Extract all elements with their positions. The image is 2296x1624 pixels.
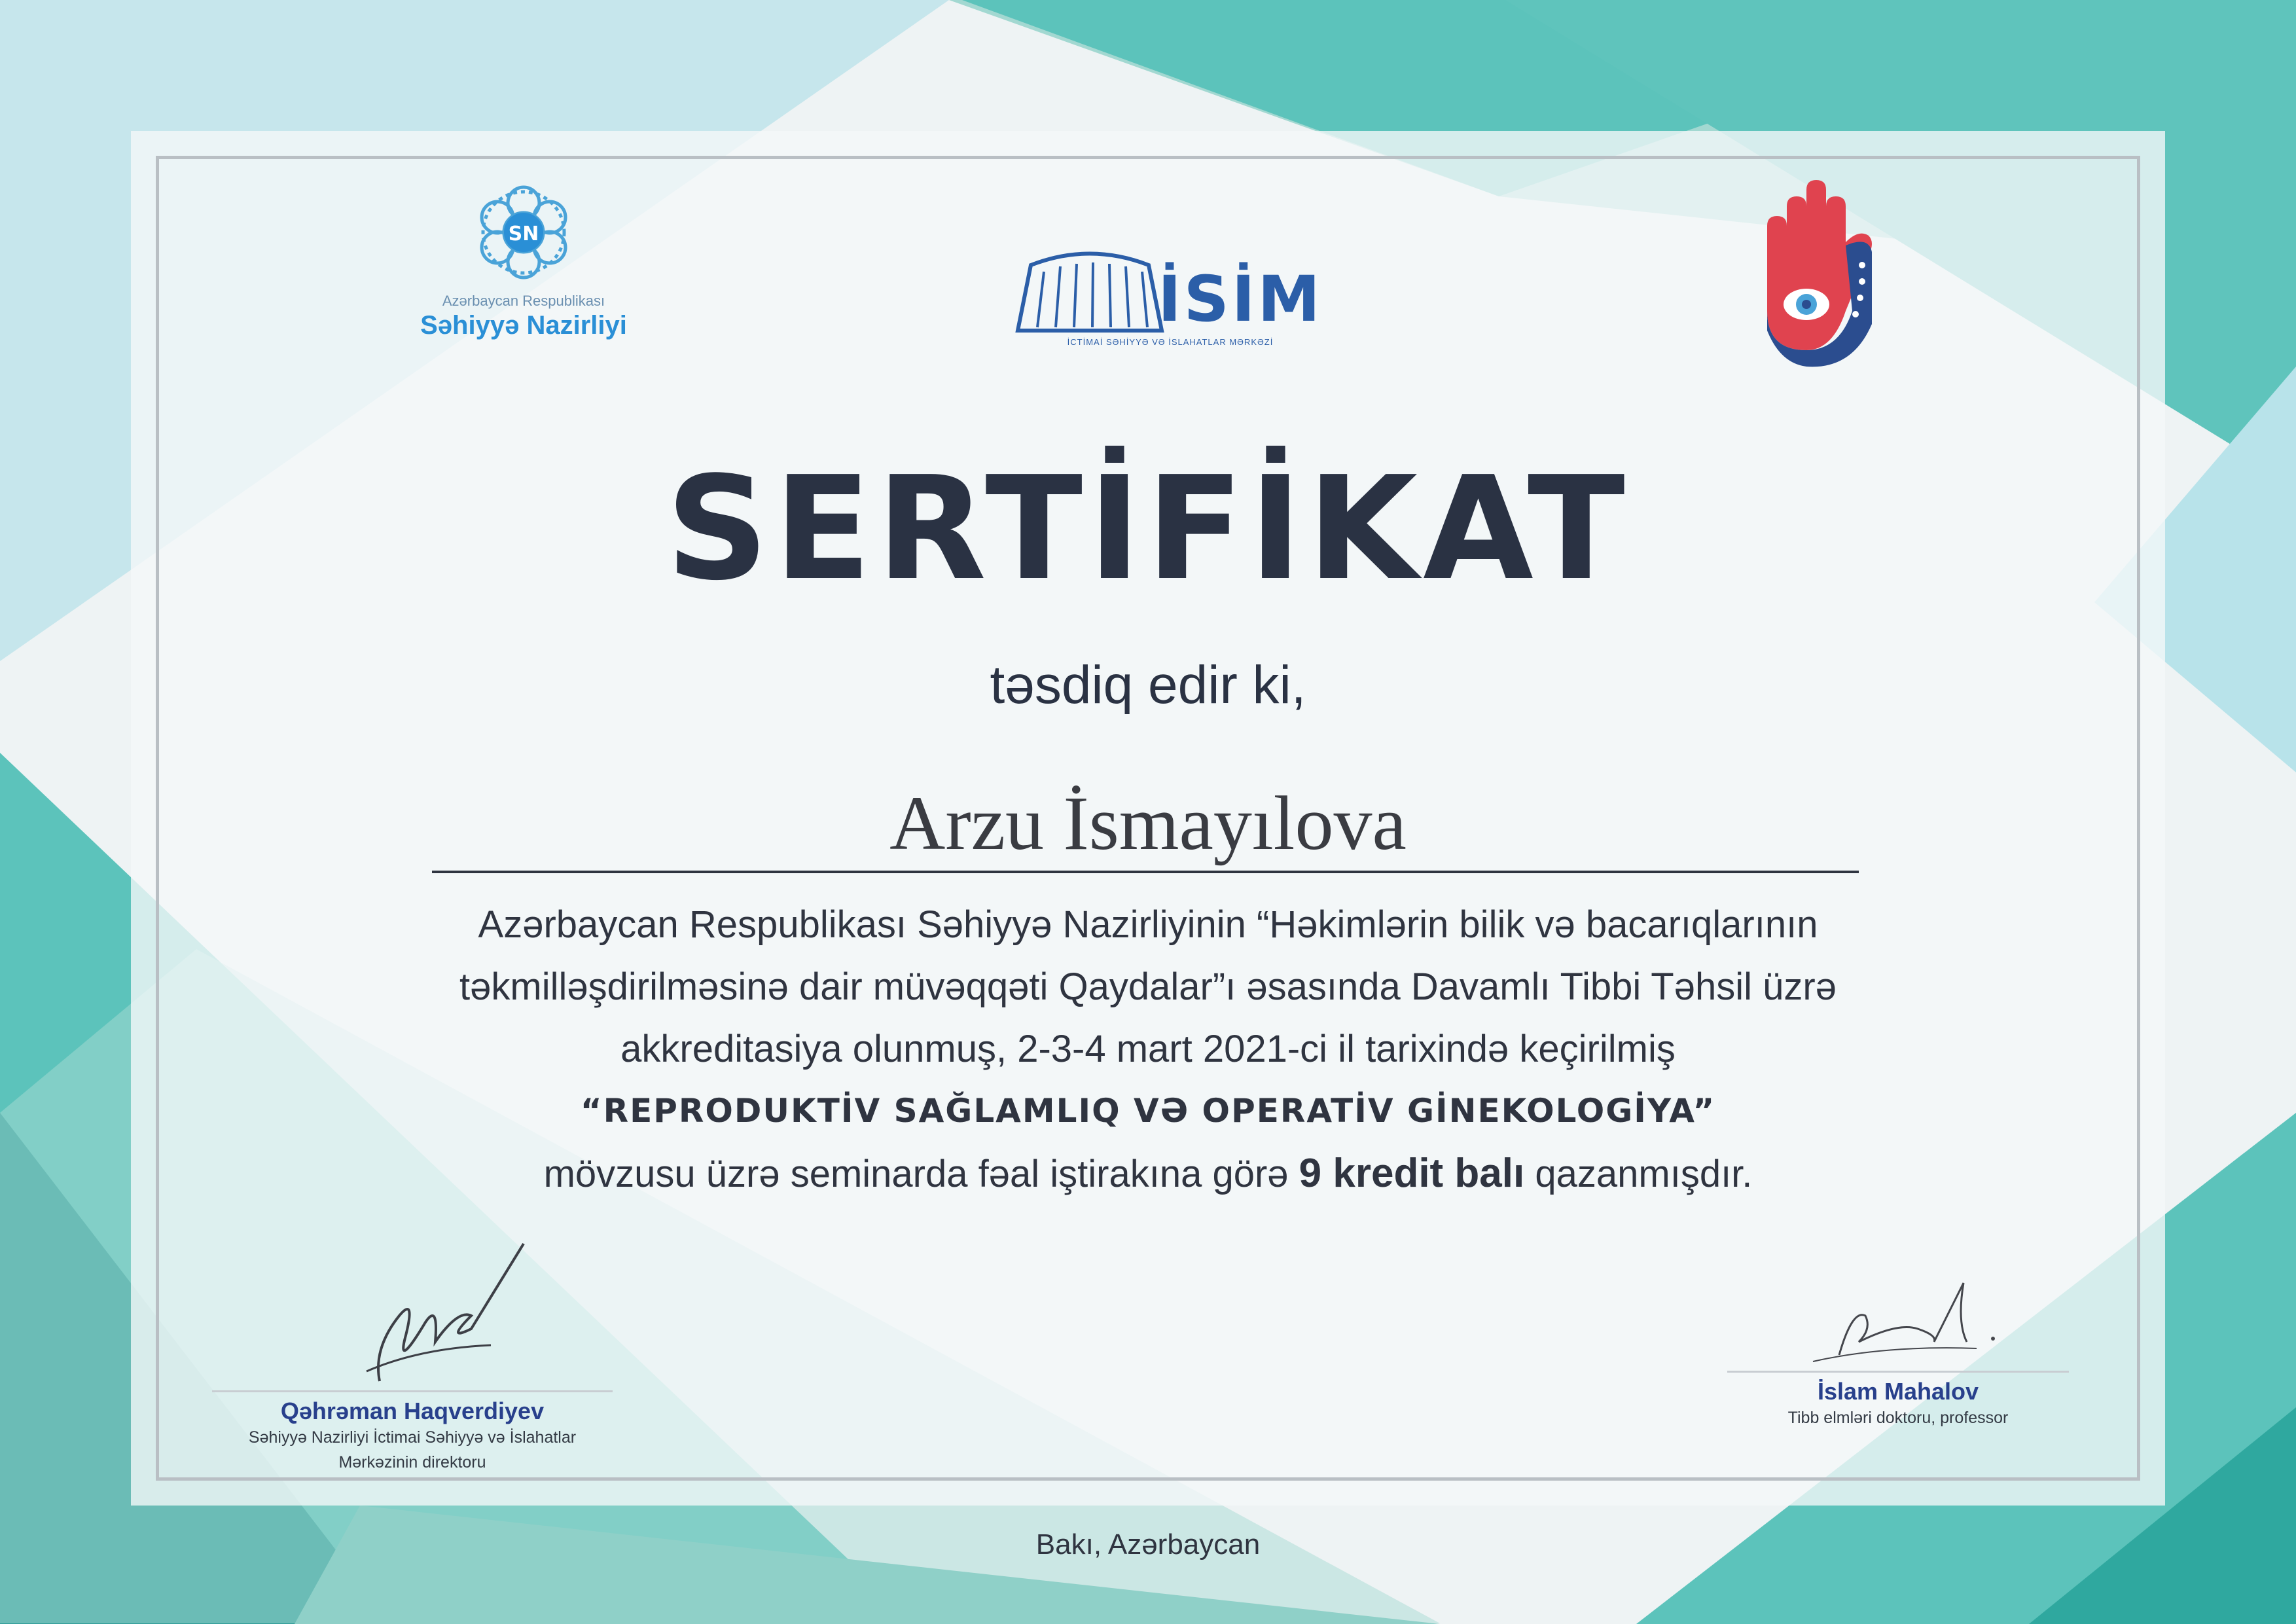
- signature-line-right: [1727, 1371, 2069, 1373]
- ministry-country-label: Azərbaycan Respublikası: [442, 293, 605, 309]
- signatory-left: [190, 1231, 635, 1475]
- isim-subtitle: İCTİMAİ SƏHİYYƏ VƏ İSLAHATLAR MƏRKƏZİ: [1067, 337, 1274, 347]
- seminar-topic: “REPRODUKTİV SAĞLAMLIQ VƏ OPERATİV GİNEKOLOGİYA”: [580, 1092, 1716, 1130]
- hand-eye-emblem-icon: [1754, 180, 1878, 376]
- certificate-subtitle: təsdiq edir ki,: [990, 655, 1306, 715]
- body-line-3: akkreditasiya olunmuş, 2-3-4 mart 2021-ci il tarixində keçirilmiş: [620, 1028, 1676, 1070]
- ministry-logo: [393, 173, 655, 357]
- signature-line-left: [212, 1390, 613, 1392]
- footer-location: Bakı, Azərbaycan: [1035, 1528, 1261, 1561]
- signature-right: [1767, 1270, 2029, 1368]
- signatory-left-role-1: Səhiyyə Nazirliyi İctimai Səhiyyə və İslahatlar: [248, 1428, 577, 1447]
- body-line-5-post: qazanmışdır.: [1535, 1153, 1753, 1195]
- emblem-text: SN: [508, 223, 539, 245]
- body-line-5: [262, 1142, 2034, 1205]
- name-underline: [432, 871, 1859, 873]
- signatory-right: [1708, 1270, 2088, 1430]
- body-line-2: təkmilləşdirilməsinə dair müvəqqəti Qaydalar”ı əsasında Davamlı Tibbi Təhsil üzrə: [459, 965, 1837, 1008]
- body-line-5-pre: mövzusu üzrə seminarda fəal iştirakına görə: [543, 1153, 1289, 1195]
- signatory-left-role-2: Mərkəzinin direktoru: [338, 1453, 486, 1471]
- signatory-right-role: Tibb elmləri doktoru, professor: [1787, 1409, 2009, 1427]
- credit-points: 9 kredit balı: [1299, 1151, 1525, 1196]
- signatory-left-name: Qəhrəman Haqverdiyev: [280, 1398, 545, 1424]
- signatory-right-name: İslam Mahalov: [1817, 1378, 1979, 1405]
- isim-logo: [1011, 239, 1325, 357]
- body-line-1: Azərbaycan Respublikası Səhiyyə Nazirliyinin “Həkimlərin bilik və bacarıqlarının: [478, 903, 1818, 946]
- isim-building-icon: [1011, 239, 1325, 337]
- ministry-name-label: Səhiyyə Nazirliyi: [420, 311, 627, 340]
- ministry-emblem-icon: [461, 173, 586, 291]
- recipient-name: Arzu İsmayılova: [889, 780, 1407, 866]
- isim-text: İSİM: [1157, 262, 1323, 336]
- certificate-title: SERTİFİKAT: [666, 446, 1630, 612]
- signature-left: [275, 1231, 550, 1388]
- certificate-body: [262, 893, 2034, 1205]
